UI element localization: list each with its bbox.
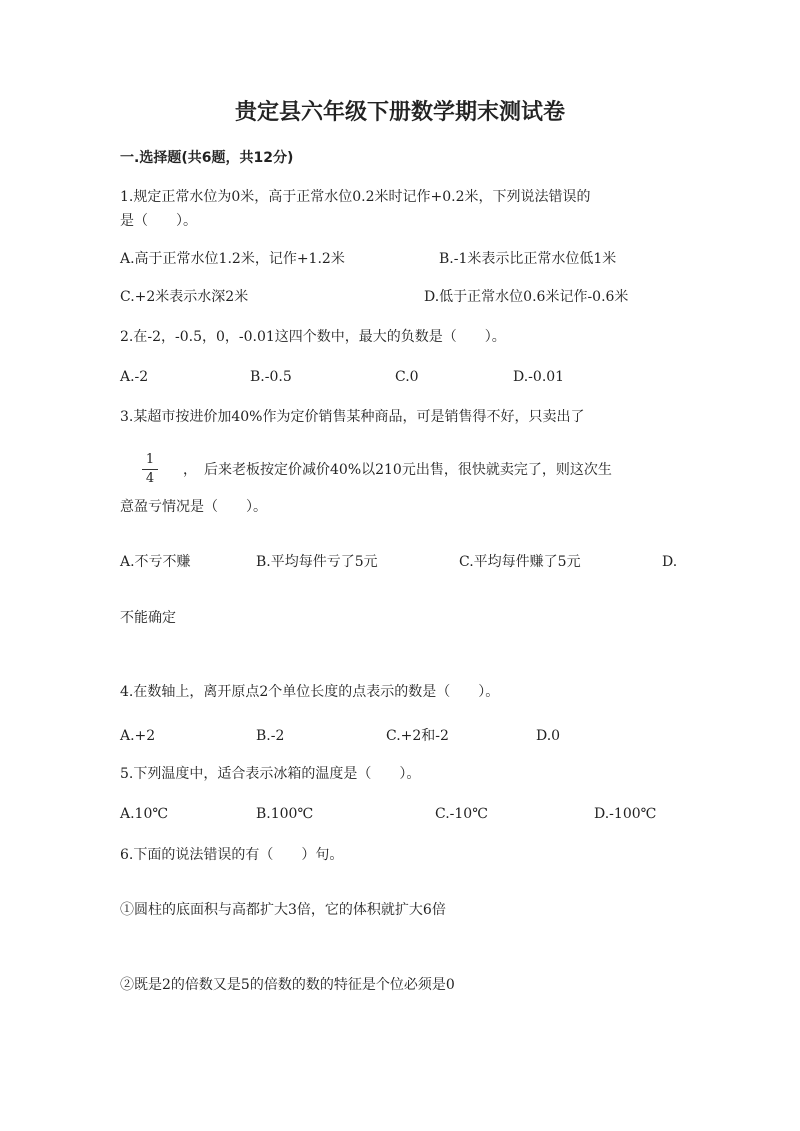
question-3-stem: 3.某超市按进价加40%作为定价销售某种商品，可是销售得不好，只卖出了 xyxy=(120,409,585,425)
q3-option-d: D. xyxy=(662,554,678,570)
q1-option-a: A.高于正常水位1.2米，记作+1.2米 xyxy=(120,251,345,267)
q5-option-b: B.100℃ xyxy=(256,806,314,822)
question-4-stem: 4.在数轴上，离开原点2个单位长度的点表示的数是（ ）。 xyxy=(120,684,500,700)
q3-option-c: C.平均每件赚了5元 xyxy=(459,554,581,570)
question-1-stem-cont: 是（ ）。 xyxy=(120,213,197,229)
q6-statement-1: ①圆柱的底面积与高都扩大3倍，它的体积就扩大6倍 xyxy=(120,902,446,918)
q3-option-a: A.不亏不赚 xyxy=(120,554,191,570)
q1-option-d: D.低于正常水位0.6米记作-0.6米 xyxy=(424,289,629,305)
q2-option-d: D.-0.01 xyxy=(513,369,565,385)
q2-option-b: B.-0.5 xyxy=(250,369,292,385)
q6-statement-2: ②既是2的倍数又是5的倍数的数的特征是个位必须是0 xyxy=(120,977,455,993)
q4-option-a: A.+2 xyxy=(120,728,156,744)
q4-option-c: C.+2和-2 xyxy=(386,728,449,744)
q3-option-b: B.平均每件亏了5元 xyxy=(256,554,378,570)
fraction-numerator: 1 xyxy=(145,452,155,467)
question-6-stem: 6.下面的说法错误的有（ ）句。 xyxy=(120,847,344,863)
question-5-stem: 5.下列温度中，适合表示冰箱的温度是（ ）。 xyxy=(120,766,421,782)
section-heading: 一.选择题(共6题，共12分) xyxy=(120,150,294,166)
fraction-bar xyxy=(142,469,158,470)
q4-option-b: B.-2 xyxy=(256,728,285,744)
q3-option-d-cont: 不能确定 xyxy=(120,610,176,626)
question-2-stem: 2.在-2，-0.5，0，-0.01这四个数中，最大的负数是（ ）。 xyxy=(120,329,506,345)
q1-option-c: C.+2米表示水深2米 xyxy=(120,289,249,305)
page-title: 贵定县六年级下册数学期末测试卷 xyxy=(234,100,565,125)
question-3-stem-cont2: 意盈亏情况是（ ）。 xyxy=(120,499,267,515)
q5-option-d: D.-100℃ xyxy=(594,806,657,822)
question-3-stem-cont: ， 后来老板按定价减价40%以210元出售，很快就卖完了，则这次生 xyxy=(183,462,612,478)
q2-option-c: C.0 xyxy=(395,369,419,385)
q4-option-d: D.0 xyxy=(536,728,561,744)
fraction-one-quarter xyxy=(142,452,158,487)
q5-option-a: A.10℃ xyxy=(120,806,169,822)
question-1-stem: 1.规定正常水位为0米，高于正常水位0.2米时记作+0.2米，下列说法错误的 xyxy=(120,189,591,205)
q2-option-a: A.-2 xyxy=(120,369,149,385)
fraction-denominator: 4 xyxy=(145,471,155,486)
q5-option-c: C.-10℃ xyxy=(435,806,488,822)
q1-option-b: B.-1米表示比正常水位低1米 xyxy=(439,251,617,267)
